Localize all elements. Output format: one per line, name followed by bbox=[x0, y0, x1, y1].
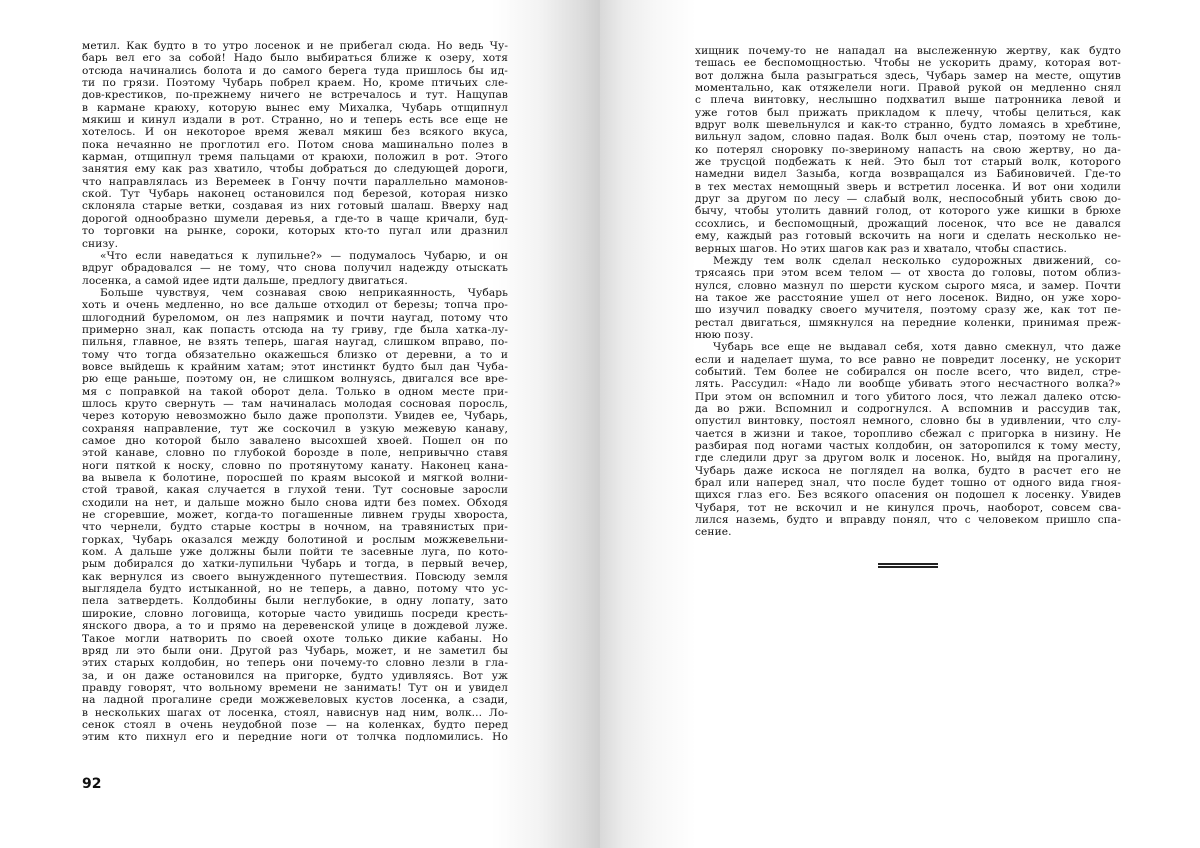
text-line: сходили на нет, и дальше можно было снова идти без помех. Обходя bbox=[82, 496, 508, 509]
text-line: Чубарь все еще не выдавал себя, хотя давно смекнул, что даже bbox=[713, 341, 1121, 354]
text-line: пела затвердеть. Колдобины были неглубокие, в одну лопату, зато bbox=[82, 595, 508, 608]
text-line: нюю позу. bbox=[695, 328, 754, 341]
text-line: вряд ли это были они. Другой раз Чубарь, может, и не заметил бы bbox=[82, 644, 508, 657]
text-line: снизу. bbox=[82, 237, 119, 250]
text-line: вот должна была разыграться здесь, Чубарь замер на месте, ощутив bbox=[695, 69, 1121, 82]
text-line: за, и он даже остановился на пригорке, будто удивляясь. Вот уж bbox=[82, 669, 508, 682]
text-line: Чубарь даже искоса не поглядел на волка, будто в расчет его не bbox=[695, 464, 1121, 477]
text-line: рым добирался до хатки-лупильни Чубарь и тогда, в первый вечер, bbox=[82, 558, 508, 571]
text-line: занятия ему как раз хватило, чтобы добраться до следующей дороги, bbox=[82, 163, 508, 176]
text-line: как вернулся из своего вынужденного путешествия. Повсюду земля bbox=[82, 570, 508, 583]
page-number: 92 bbox=[82, 776, 102, 792]
text-line: этим кто пихнул его и передние ноги от толчка подломились. Но bbox=[82, 731, 508, 744]
text-line: через которую невозможно было даже проползти. Увидев ее, Чубарь, bbox=[82, 410, 508, 423]
text-line: пока нечаянно не проглотил его. Потом снова машинально полез в bbox=[82, 138, 508, 151]
text-line: дов-крестиков, по-прежнему ничего не встречалось и тут. Нащупав bbox=[82, 89, 508, 102]
text-line: брал или наперед знал, что после будет тошно от одного вида гноя- bbox=[695, 477, 1121, 490]
text-line: шлось круто свернуть — там начиналась молодая сосновая поросль, bbox=[82, 397, 508, 410]
text-line: рестал двигаться, шмякнулся на передние коленки, принимая преж- bbox=[695, 316, 1121, 329]
text-line: примерно знал, как попасть отсюда на ту гриву, где была хатка-лу- bbox=[82, 323, 508, 336]
text-line: разбирая под ногами частых колдобин, он заторопился к тому месту, bbox=[695, 440, 1121, 452]
text-line: метил. Как будто в то утро лосенок и не прибегал сюда. Но ведь Чу- bbox=[82, 40, 508, 52]
text-line: «Что если наведаться к лупильне?» — подумалось Чубарю, и он bbox=[100, 249, 508, 262]
text-line: лять. Рассудил: «Надо ли вообще убивать этого несчастного волка?» bbox=[695, 378, 1121, 391]
text-line: ской. Тут Чубарь наконец остановился под березой, которая низко bbox=[82, 188, 508, 201]
text-line: щихся глаз его. Без всякого опасения он подошел к лосенку. Увидев bbox=[695, 489, 1121, 502]
text-line: намедни видел Зазыба, когда возвращался из Бабиновичей. Где-то bbox=[695, 168, 1121, 181]
text-line: бычу, чтобы утолить давний голод, от которого уже кишки в брюхе bbox=[695, 205, 1121, 218]
text-line: Чубаря, тот не вскочил и не кинулся прочь, наоборот, совсем сва- bbox=[695, 501, 1121, 514]
text-line: тому что тогда обязательно окажешься близко от деревни, а то и bbox=[82, 348, 508, 361]
text-line: вдруг волк шевельнулся и как-то странно, будто ломаясь в хребтине, bbox=[695, 119, 1121, 132]
right-page-text bbox=[695, 45, 1121, 539]
text-line: же трусцой подбежать к ней. Это был тот старый волк, которого bbox=[695, 156, 1121, 169]
text-line: то торговки на рынке, сороки, которых кто-то пугал или дразнил bbox=[82, 225, 508, 238]
text-line: вдруг обрадовался — не тому, что снова получил надежду отыскать bbox=[82, 262, 508, 275]
text-line: ему, каждый раз готовый вскочить на ноги и сделать несколько не- bbox=[695, 230, 1121, 243]
text-line: ком. А дальше уже должны были пойти те засевные луга, по кото- bbox=[82, 546, 508, 559]
text-line: на ладной прогалине среди можжевеловых кустов лосенка, а сзади, bbox=[82, 694, 508, 707]
text-line: дорогой однообразно шумели деревья, а где-то в чаще кричали, буд- bbox=[82, 212, 508, 225]
text-line: этих старых колдобин, но теперь они почему-то словно лезли в гла- bbox=[82, 657, 508, 670]
text-line: верных шагов. Но этих шагов как раз и хватало, чтобы спастись. bbox=[695, 242, 1067, 255]
text-line: правду говорят, что вольному времени не занимать! Тут он и увидел bbox=[82, 681, 508, 694]
left-page-text bbox=[82, 40, 508, 744]
text-line: вильнул задом, словно падая. Волк был очень стар, поэтому не толь- bbox=[695, 131, 1121, 144]
text-line: выглядела будто истыканной, но не теперь, а давно, потому что ус- bbox=[82, 583, 508, 596]
text-line: сение. bbox=[695, 526, 732, 539]
text-line: янского двора, а то и прямо на деревенской улице в дождевой луже. bbox=[82, 620, 508, 633]
text-line: Больше чувствуя, чем сознавая свою неприкаянность, Чубарь bbox=[100, 286, 508, 299]
text-line: в нескольких шагах от лосенка, стоял, нависнув над ним, волк... Ло- bbox=[82, 706, 508, 719]
text-line: опустил винтовку, постоял немного, словно бы в удивлении, что слу- bbox=[695, 415, 1121, 428]
text-line: где следили друг за другом волк и лосенок. Но, выйдя на прогалину, bbox=[695, 452, 1121, 465]
text-line: рю еще раньше, поэтому он, не слишком волнуясь, двигался все вре- bbox=[82, 373, 508, 386]
text-line: ссохлись, и беспомощный, дрожащий лосенок, что все не давался bbox=[695, 217, 1121, 230]
text-line: моментально, как отяжелели ноги. Правой рукой он медленно снял bbox=[695, 82, 1121, 95]
text-line: ти по грязи. Поэтому Чубарь побрел краем. Но, кроме птичьих сле- bbox=[82, 77, 508, 90]
text-line: барь вел его за собой! Надо было выбираться ближе к озеру, хотя bbox=[82, 52, 508, 65]
text-line: хоть и очень медленно, но все дальше отходил от березы; топча про- bbox=[82, 299, 508, 312]
text-line: Между тем волк сделал несколько судорожных движений, со- bbox=[713, 254, 1121, 267]
text-line: карман, отщипнул тремя пальцами от краюхи, положил в рот. Этого bbox=[82, 151, 508, 164]
section-end-rule-icon bbox=[878, 563, 938, 568]
text-line: что направлялась из Веремеек в Гончу почти параллельно мамонов- bbox=[82, 175, 508, 188]
text-line: лосенка, а самой идее идти дальше, предлогу двигаться. bbox=[82, 274, 408, 287]
text-line: нулся, словно мазнул по шерсти куском сырого мяса, и замер. Почти bbox=[695, 279, 1121, 292]
text-line: хищник почему-то не нападал на выслеженную жертву, как будто bbox=[695, 45, 1121, 57]
text-line: друг за другом по лесу — слабый волк, неспособный убить свою до- bbox=[695, 193, 1121, 206]
text-line: сенок стоял в очень неудобной позе — на коленках, будто перед bbox=[82, 718, 508, 731]
text-line: шлогодний буреломом, он лез напрямик и почти наугад, потому что bbox=[82, 311, 508, 324]
text-line: не сгоревшие, может, когда-то погашенные ливнем груды хвороста, bbox=[82, 509, 508, 522]
text-line: этой канаве, словно по глубокой борозде в поле, непривычно ставя bbox=[82, 447, 508, 460]
text-line: с плеча винтовку, неслышно подхватил выше патронника левой и bbox=[695, 94, 1121, 107]
text-line: хотелось. И он некоторое время жевал мякиш без всякого вкуса, bbox=[82, 126, 508, 139]
text-line: ноги пяткой к носку, словно по протянутому канату. Наконец кана- bbox=[82, 459, 508, 472]
text-line: широкие, словно логовища, которые часто увидишь посреди кресть- bbox=[82, 607, 508, 620]
text-line: чается в жизни и такое, торопливо сбежал с пригорка в низину. Не bbox=[695, 427, 1121, 440]
text-line: да во ржи. Вспомнил и содрогнулся. А вспомнив и рассудив так, bbox=[695, 402, 1121, 415]
text-line: стой травой, какая случается в глухой тени. Тут сосновые заросли bbox=[82, 484, 508, 497]
text-line: мя с поправкой на такой оборот дела. Только в одном месте при- bbox=[82, 385, 508, 398]
text-line: трясаясь при этом всем телом — от хвоста до головы, потом облиз- bbox=[695, 267, 1121, 280]
text-line: уже готов был прижать прикладом к плечу, чтобы целиться, как bbox=[695, 106, 1121, 119]
text-line: шо изучил повадку своего мучителя, поэтому сразу же, как тот пе- bbox=[695, 304, 1121, 317]
text-line: событий. Тем более не собирался он после всего, что видел, стре- bbox=[695, 365, 1121, 378]
text-line: склоняла старые ветки, создавая из них готовый шалаш. Вверху над bbox=[82, 200, 508, 213]
text-line: что чернели, будто старые костры в ночном, на травянистых при- bbox=[82, 521, 508, 534]
text-line: пильня, главное, не взять теперь, шагая наугад, слишком вправо, по- bbox=[82, 336, 508, 349]
text-line: Такое могли натворить по своей охоте только дикие кабаны. Но bbox=[82, 632, 508, 645]
text-line: сохраняя направление, тут же соскочил в узкую межевую канаву, bbox=[82, 422, 508, 435]
text-line: ва вывела к болотине, поросшей по краям высокой и мягкой волни- bbox=[82, 472, 508, 485]
text-line: в кармане краюху, которую вынес ему Михалка, Чубарь отщипнул bbox=[82, 101, 508, 114]
text-line: ко потерял сноровку по-звериному напасть на свою жертву, но да- bbox=[695, 143, 1121, 156]
text-line: горках, Чубарь оказался между болотиной и рослым можжевельни- bbox=[82, 533, 508, 546]
text-line: в тех местах немощный зверь и встретил лосенка. И вот они ходили bbox=[695, 180, 1121, 193]
text-line: на такое же расстояние ушел от него лосенок. Видно, он уже хоро- bbox=[695, 291, 1121, 304]
text-line: лился наземь, будто и вправду понял, что с человеком пришло спа- bbox=[695, 514, 1121, 527]
text-line: мякиш и кинул издали в рот. Странно, но и теперь есть все еще не bbox=[82, 114, 508, 127]
text-line: тешась ее беспомощностью. Чтобы не ускорить драму, которая вот- bbox=[695, 57, 1121, 70]
text-line: самое дно которой было завалено высохшей хвоей. Пошел он по bbox=[82, 435, 508, 447]
text-line: если и наделает шума, то все равно не повредит лосенку, не ускорит bbox=[695, 353, 1121, 366]
text-line: отсюда начинались болота и до самого берега туда пришлось бы ид- bbox=[82, 64, 508, 77]
text-line: вовсе выйдешь к крайним хатам; этот инстинкт будто был дан Чуба- bbox=[82, 360, 508, 373]
text-line: При этом он вспомнил и того убитого лося, что лежал далеко отсю- bbox=[695, 390, 1121, 403]
